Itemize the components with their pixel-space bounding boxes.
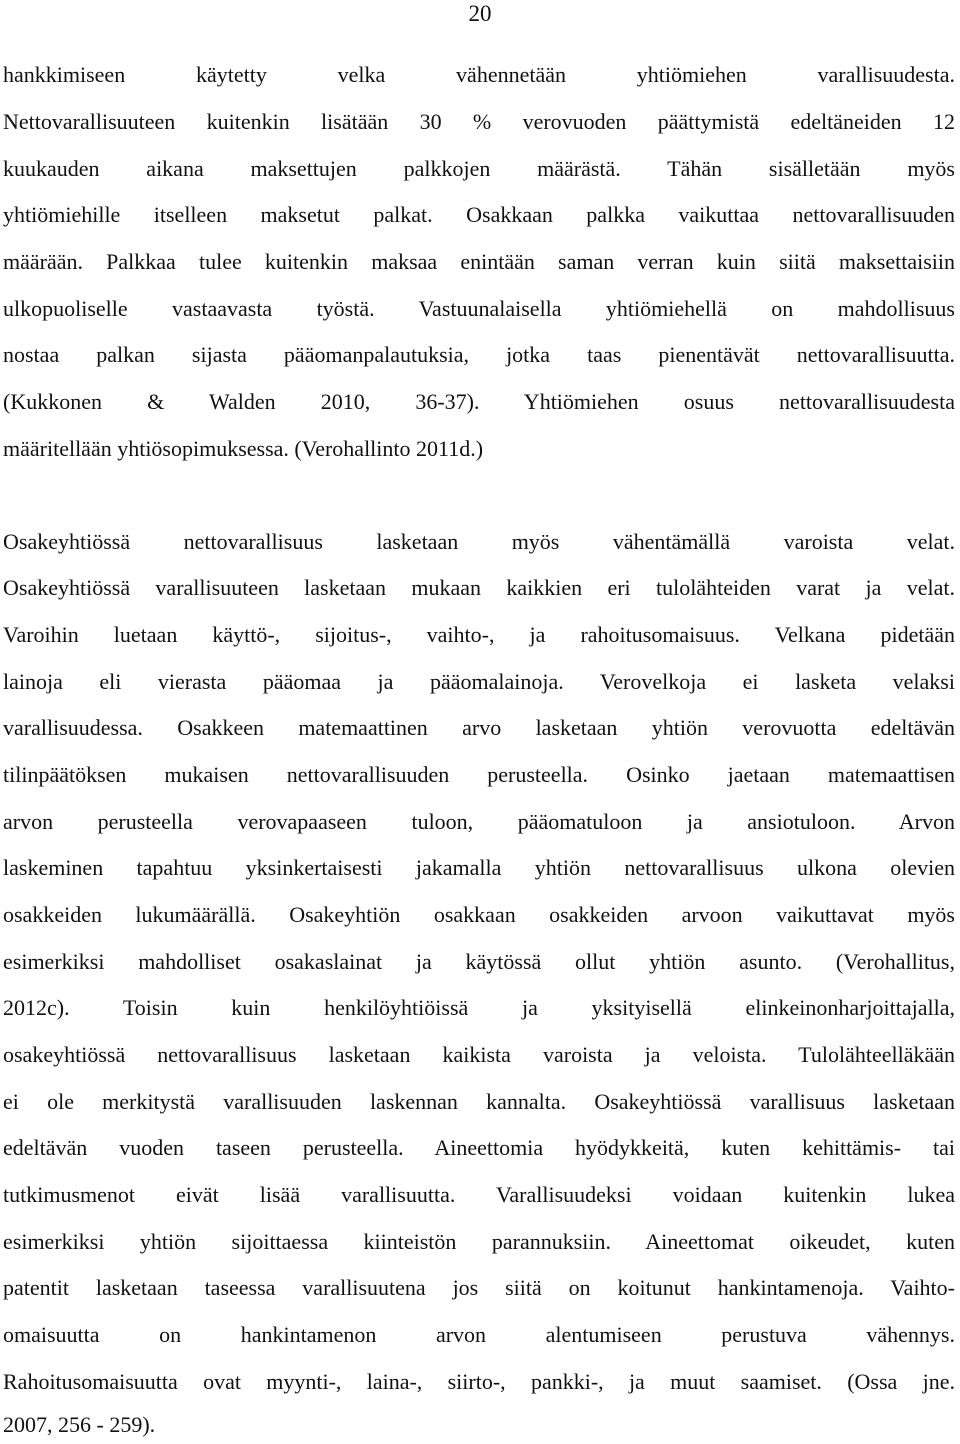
text-line: kuukauden aikana maksettujen palkkojen määrästä. Tähän sisälletään myös	[3, 156, 955, 181]
text-line: arvon perusteella verovapaaseen tuloon, pääomatuloon ja ansiotuloon. Arvon	[3, 809, 955, 834]
text-line: 2007, 256 - 259).	[3, 1412, 156, 1437]
text-line: ulkopuoliselle vastaavasta työstä. Vastuunalaisella yhtiömiehellä on mahdollisuus	[3, 296, 955, 321]
text-line: yhtiömiehille itselleen maksetut palkat. Osakkaan palkka vaikuttaa nettovarallisuuden	[3, 202, 955, 227]
text-line: tilinpäätöksen mukaisen nettovarallisuuden perusteella. Osinko jaetaan matemaattisen	[3, 762, 955, 787]
text-line: ei ole merkitystä varallisuuden laskennan kannalta. Osakeyhtiössä varallisuus lasketaan	[3, 1089, 955, 1114]
text-line: Nettovarallisuuteen kuitenkin lisätään 30 % verovuoden päättymistä edeltäneiden 12	[3, 109, 955, 134]
text-line: varallisuudessa. Osakkeen matemaattinen arvo lasketaan yhtiön verovuotta edeltävän	[3, 715, 955, 740]
text-line: tutkimusmenot eivät lisää varallisuutta. Varallisuudeksi voidaan kuitenkin lukea	[3, 1182, 955, 1207]
text-line: edeltävän vuoden taseen perusteella. Aineettomia hyödykkeitä, kuten kehittämis- tai	[3, 1135, 955, 1160]
text-line: määrään. Palkkaa tulee kuitenkin maksaa enintään saman verran kuin siitä maksettaisiin	[3, 249, 955, 274]
text-line: määritellään yhtiösopimuksessa. (Verohallinto 2011d.)	[3, 436, 484, 461]
text-line: Rahoitusomaisuutta ovat myynti-, laina-, siirto-, pankki-, ja muut saamiset. (Ossa jne.	[3, 1369, 955, 1394]
text-line: Varoihin luetaan käyttö-, sijoitus-, vaihto-, ja rahoitusomaisuus. Velkana pidetään	[3, 622, 955, 647]
text-line: laskeminen tapahtuu yksinkertaisesti jakamalla yhtiön nettovarallisuus ulkona olevien	[3, 855, 955, 880]
text-line: omaisuutta on hankintamenon arvon alentumiseen perustuva vähennys.	[3, 1322, 955, 1347]
text-line: Osakeyhtiössä varallisuuteen lasketaan mukaan kaikkien eri tulolähteiden varat ja velat.	[3, 575, 955, 600]
text-line: lainoja eli vierasta pääomaa ja pääomalainoja. Verovelkoja ei lasketa velaksi	[3, 669, 955, 694]
text-line: hankkimiseen käytetty velka vähennetään yhtiömiehen varallisuudesta.	[3, 62, 955, 87]
text-line: (Kukkonen & Walden 2010, 36-37). Yhtiömiehen osuus nettovarallisuudesta	[3, 389, 955, 414]
text-line: Osakeyhtiössä nettovarallisuus lasketaan myös vähentämällä varoista velat.	[3, 529, 955, 554]
text-line: osakkeiden lukumäärällä. Osakeyhtiön osakkaan osakkeiden arvoon vaikuttavat myös	[3, 902, 955, 927]
text-line: nostaa palkan sijasta pääomanpalautuksia, jotka taas pienentävät nettovarallisuutta.	[3, 342, 955, 367]
text-line: 2012c). Toisin kuin henkilöyhtiöissä ja yksityisellä elinkeinonharjoittajalla,	[3, 995, 955, 1020]
text-line: esimerkiksi mahdolliset osakaslainat ja käytössä ollut yhtiön asunto. (Verohallitus,	[3, 949, 955, 974]
text-line: osakeyhtiössä nettovarallisuus lasketaan kaikista varoista ja veloista. Tulolähteelläkään	[3, 1042, 955, 1067]
text-line: patentit lasketaan taseessa varallisuutena jos siitä on koitunut hankintamenoja. Vaihto-	[3, 1275, 955, 1300]
text-line: esimerkiksi yhtiön sijoittaessa kiinteistön parannuksiin. Aineettomat oikeudet, kuten	[3, 1229, 955, 1254]
page-number: 20	[468, 1, 492, 26]
